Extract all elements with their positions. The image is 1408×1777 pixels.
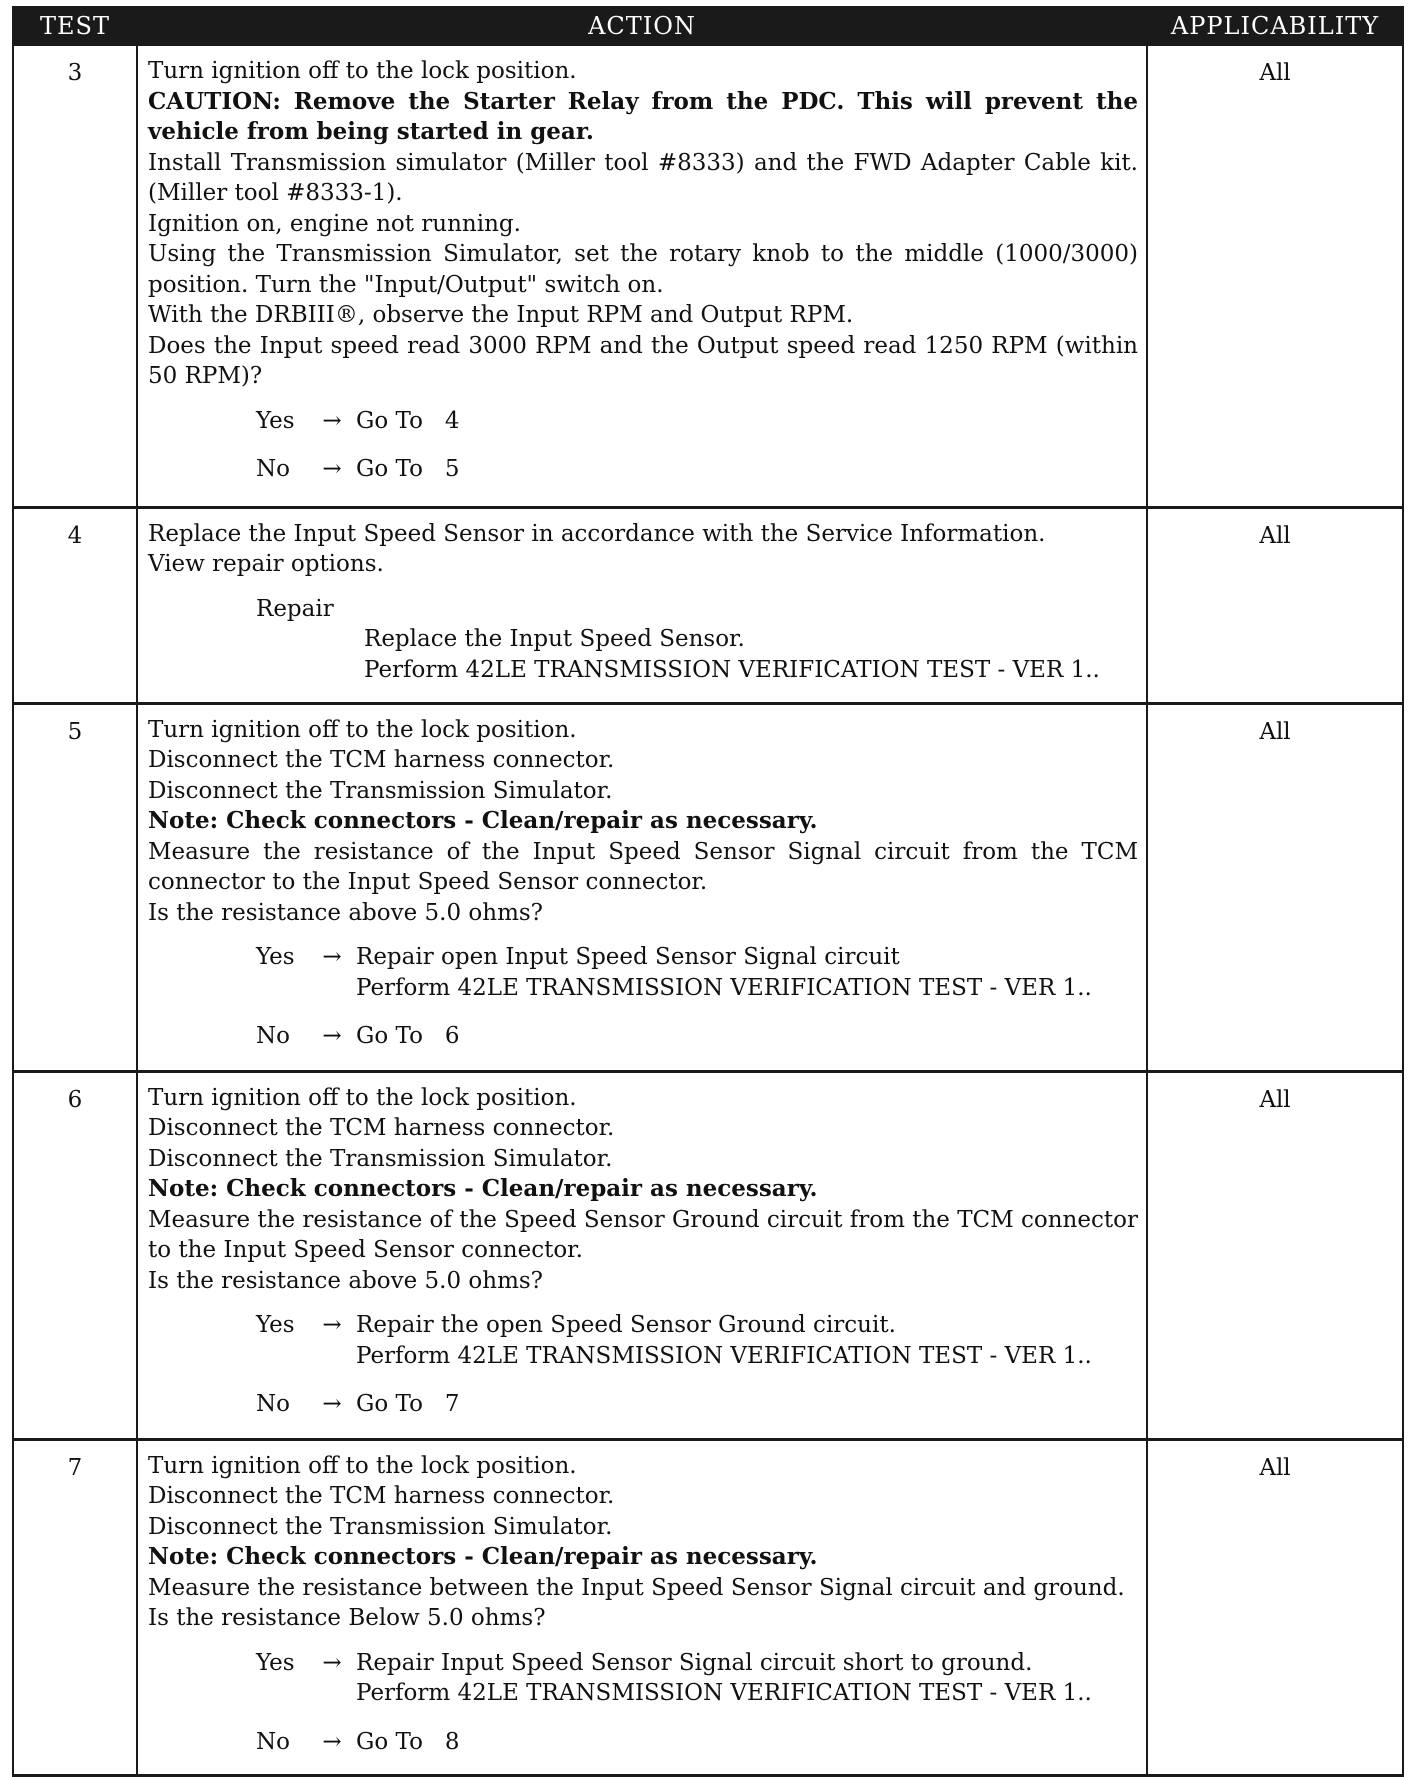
answer-block — [148, 1310, 1138, 1420]
step-applicability: All — [1147, 1071, 1403, 1439]
goto-label: Go To — [356, 456, 423, 482]
step-number: 6 — [13, 1071, 137, 1439]
result-line: Perform 42LE TRANSMISSION VERIFICATION TEST - VER 1.. — [356, 1680, 1092, 1706]
note-line: Note: Check connectors - Clean/repair as necessary. — [148, 807, 818, 834]
action-line: Measure the resistance of the Speed Sensor Ground circuit from the TCM connector to the Input Speed Sensor connector. — [148, 1206, 1138, 1263]
goto-label: Go To — [356, 1023, 423, 1049]
step-action — [137, 507, 1147, 703]
action-line: Turn ignition off to the lock position. — [148, 1084, 577, 1111]
step-number: 5 — [13, 703, 137, 1071]
step-action — [137, 1071, 1147, 1439]
yes-answer — [256, 406, 1138, 437]
action-line: Disconnect the TCM harness connector. — [148, 1483, 615, 1509]
arrow-icon: → — [322, 1728, 342, 1755]
step-applicability: All — [1147, 1439, 1403, 1775]
header-applicability: APPLICABILITY — [1147, 7, 1403, 45]
step-applicability: All — [1147, 507, 1403, 703]
question-line: Is the resistance Below 5.0 ohms? — [148, 1605, 546, 1631]
action-line: Disconnect the Transmission Simulator. — [148, 1145, 613, 1172]
no-label: No — [256, 456, 290, 482]
action-line: Disconnect the Transmission Simulator. — [148, 777, 613, 804]
answer-block — [148, 406, 1138, 485]
table-row-step-6 — [13, 1071, 1403, 1439]
no-answer — [256, 454, 1138, 485]
goto-target: 6 — [444, 1023, 460, 1049]
table-row-step-4 — [13, 507, 1403, 703]
repair-label: Repair — [256, 595, 334, 622]
question-line: Is the resistance above 5.0 ohms? — [148, 1267, 544, 1294]
goto-target: 4 — [444, 407, 460, 434]
answer-block — [148, 1648, 1138, 1758]
repair-line: Perform 42LE TRANSMISSION VERIFICATION TEST - VER 1.. — [364, 656, 1100, 683]
result-line: Perform 42LE TRANSMISSION VERIFICATION TEST - VER 1.. — [356, 1342, 1092, 1369]
action-line: Replace the Input Speed Sensor in accordance with the Service Information. — [148, 520, 1046, 547]
yes-label: Yes — [256, 407, 295, 434]
result-line: Repair Input Speed Sensor Signal circuit short to ground. — [356, 1649, 1033, 1676]
repair-steps — [256, 624, 1138, 685]
step-number: 3 — [13, 45, 137, 507]
step-action — [137, 703, 1147, 1071]
goto-target: 8 — [444, 1728, 460, 1755]
action-line: Measure the resistance between the Input Speed Sensor Signal circuit and ground. — [148, 1574, 1125, 1601]
action-line: View repair options. — [148, 551, 384, 577]
step-number: 4 — [13, 507, 137, 703]
no-label: No — [256, 1391, 290, 1417]
action-line: Ignition on, engine not running. — [148, 210, 521, 237]
action-line: Install Transmission simulator (Miller tool #8333) and the FWD Adapter Cable kit.(Miller tool #8333-1). — [148, 149, 1138, 206]
note-line: Note: Check connectors - Clean/repair as necessary. — [148, 1175, 818, 1202]
table-row-step-3 — [13, 45, 1403, 507]
question-line: Does the Input speed read 3000 RPM and the Output speed read 1250 RPM (within 50 RPM)? — [148, 332, 1138, 389]
result-line: Repair open Input Speed Sensor Signal circuit — [356, 944, 900, 970]
action-line: Disconnect the TCM harness connector. — [148, 1115, 615, 1141]
step-action — [137, 45, 1147, 507]
action-line: Disconnect the TCM harness connector. — [148, 747, 615, 773]
step-applicability: All — [1147, 703, 1403, 1071]
yes-label: Yes — [256, 1312, 295, 1338]
no-answer — [256, 1727, 1138, 1758]
action-line: Using the Transmission Simulator, set the rotary knob to the middle (1000/3000) position. Turn the "Input/Output" switch on. — [148, 241, 1138, 298]
yes-answer — [256, 1648, 1138, 1709]
goto-label: Go To — [356, 407, 423, 434]
answer-block — [148, 942, 1138, 1052]
goto-label: Go To — [356, 1728, 423, 1755]
step-action — [137, 1439, 1147, 1775]
action-line: Measure the resistance of the Input Speed Sensor Signal circuit from the TCM connector to the Input Speed Sensor connector. — [148, 838, 1138, 895]
table-row-step-7 — [13, 1439, 1403, 1775]
diagnostic-table — [12, 6, 1404, 1777]
goto-target: 5 — [444, 456, 460, 482]
no-answer — [256, 1389, 1138, 1420]
table-header-row — [13, 7, 1403, 45]
arrow-icon: → — [322, 456, 342, 482]
header-action: ACTION — [137, 7, 1147, 45]
diagnostic-sheet — [12, 6, 1402, 1777]
action-line: Disconnect the Transmission Simulator. — [148, 1513, 613, 1540]
arrow-icon: → — [322, 1312, 342, 1338]
yes-result — [356, 1648, 1092, 1709]
action-line: Turn ignition off to the lock position. — [148, 58, 577, 84]
arrow-icon: → — [322, 1649, 342, 1676]
goto-label: Go To — [356, 1391, 423, 1417]
yes-answer — [256, 1310, 1138, 1371]
arrow-icon: → — [322, 1023, 342, 1049]
caution-line: CAUTION: Remove the Starter Relay from the PDC. This will prevent the vehicle from being started in gear. — [148, 87, 1138, 145]
question-line: Is the resistance above 5.0 ohms? — [148, 899, 544, 926]
yes-label: Yes — [256, 1649, 295, 1676]
arrow-icon: → — [322, 1391, 342, 1417]
step-applicability: All — [1147, 45, 1403, 507]
action-line: Turn ignition off to the lock position. — [148, 1452, 577, 1479]
yes-result — [356, 942, 1092, 1003]
yes-result — [356, 1310, 1092, 1371]
step-number: 7 — [13, 1439, 137, 1775]
action-line: Turn ignition off to the lock position. — [148, 716, 577, 743]
result-line: Perform 42LE TRANSMISSION VERIFICATION TEST - VER 1.. — [356, 974, 1092, 1001]
no-label: No — [256, 1728, 290, 1755]
yes-answer — [256, 942, 1138, 1003]
arrow-icon: → — [322, 944, 342, 970]
goto-target: 7 — [444, 1391, 460, 1417]
repair-line: Replace the Input Speed Sensor. — [364, 626, 745, 652]
action-line: With the DRBIII®, observe the Input RPM and Output RPM. — [148, 302, 854, 328]
yes-label: Yes — [256, 944, 295, 970]
note-line: Note: Check connectors - Clean/repair as necessary. — [148, 1543, 818, 1570]
no-label: No — [256, 1023, 290, 1049]
header-test: TEST — [13, 7, 137, 45]
arrow-icon: → — [322, 407, 342, 434]
result-line: Repair the open Speed Sensor Ground circuit. — [356, 1312, 896, 1338]
no-answer — [256, 1021, 1138, 1052]
table-row-step-5 — [13, 703, 1403, 1071]
